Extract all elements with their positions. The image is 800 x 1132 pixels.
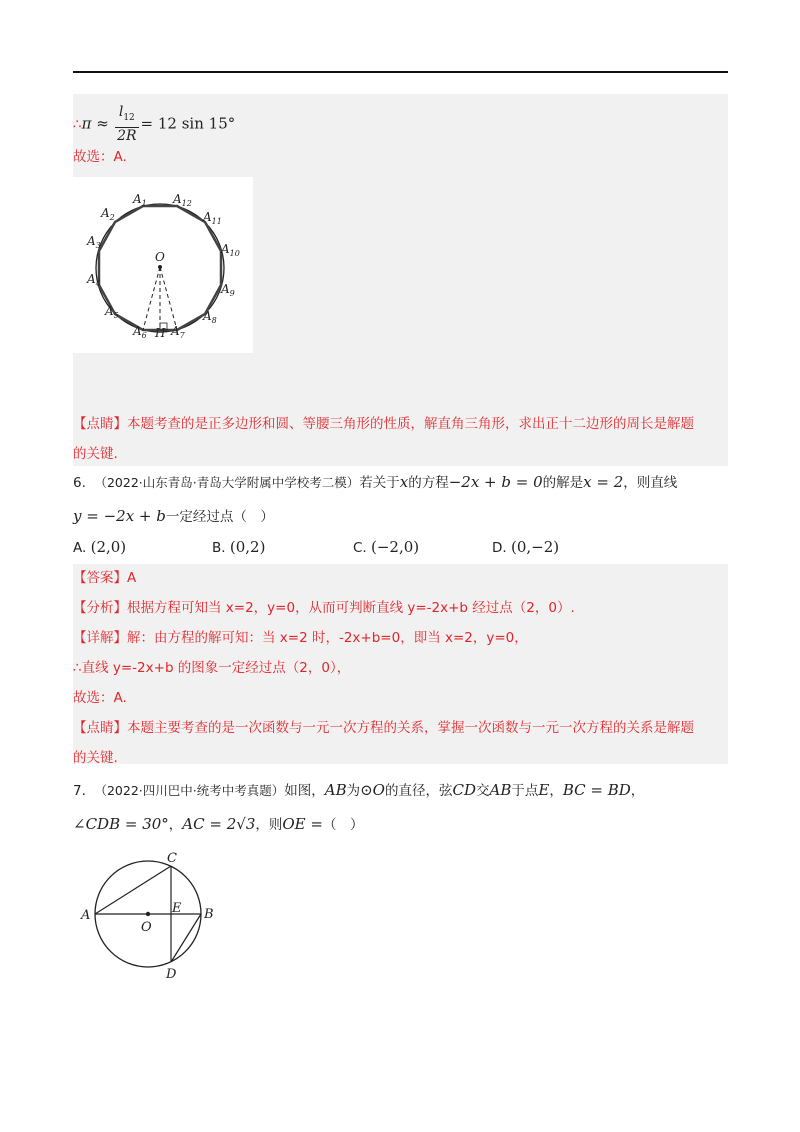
label-a6: $A_6$	[133, 324, 147, 340]
q6-option-d[interactable]: D. (0,−2)	[492, 538, 560, 556]
label-o: O	[141, 920, 152, 935]
q6-detail-2: ∴直线 y=-2x+b 的图象一定经过点（2，0），	[73, 660, 351, 676]
label-a8: $A_8$	[203, 309, 217, 325]
q6-answer: 【答案】A	[73, 570, 137, 586]
fraction: $\frac{l_{12}}{2R}$	[117, 104, 137, 144]
label-a: A	[81, 908, 91, 923]
label-a4: $A_4$	[87, 272, 101, 288]
circle-diagram	[73, 846, 233, 986]
label-e: E	[172, 901, 182, 916]
q7-stem-line-1: 7. （2022·四川巴中·统考中考真题）如图，AB为⊙O的直径，弦CD交AB于点E，BC = BD，	[73, 781, 645, 799]
therefore-symbol: ∴	[73, 116, 82, 133]
label-o: O	[155, 250, 165, 264]
label-a10: $A_{10}$	[221, 242, 240, 258]
label-a1: $A_1$	[133, 192, 147, 208]
q6-option-a[interactable]: A. (2,0)	[73, 538, 127, 556]
label-h: H	[155, 326, 166, 340]
formula-pi-approx: ∴π ≈ $\frac{l_{12}}{2R}$ = 12 sin 15°	[73, 104, 236, 144]
q6-analysis: 【分析】根据方程可知当 x=2，y=0，从而可判断直线 y=-2x+b 经过点（2，0）.	[73, 600, 575, 616]
q6-choice: 故选：A.	[73, 690, 127, 706]
remark-line-1: 【点睛】本题考查的是正多边形和圆、等腰三角形的性质，解直角三角形，求出正十二边形的周长是解题	[73, 416, 694, 432]
dodecagon-figure	[73, 177, 253, 353]
label-a3: $A_3$	[87, 234, 101, 250]
label-d: D	[166, 967, 177, 982]
label-a7: $A_7$	[171, 324, 185, 340]
label-a9: $A_9$	[221, 282, 235, 298]
q7-stem-line-2: ∠CDB = 30°，AC = 2√3，则OE =（ ）	[73, 815, 364, 833]
q6-option-c[interactable]: C. (−2,0)	[353, 538, 420, 556]
circle-figure	[73, 846, 233, 986]
q6-remark-2: 的关键.	[73, 750, 118, 766]
header-rule	[73, 71, 728, 73]
choice-line: 故选：A.	[73, 149, 127, 165]
label-b: B	[204, 907, 214, 922]
label-c: C	[167, 851, 177, 866]
label-a5: $A_5$	[105, 304, 119, 320]
label-a11: $A_{11}$	[203, 210, 222, 226]
q6-remark-1: 【点睛】本题主要考查的是一次函数与一元一次方程的关系，掌握一次函数与一元一次方程的关系是解题	[73, 720, 694, 736]
label-a2: $A_2$	[101, 206, 115, 222]
q6-stem-line-1: 6. （2022·山东青岛·青岛大学附属中学校考二模）若关于x的方程−2x + b = 0的解是x = 2，则直线	[73, 473, 678, 491]
q6-detail: 【详解】解：由方程的解可知：当 x=2 时，-2x+b=0，即当 x=2，y=0，	[73, 630, 528, 646]
q6-option-b[interactable]: B. (0,2)	[212, 538, 266, 556]
label-a12: $A_{12}$	[173, 192, 192, 208]
q6-stem-line-2: y = −2x + b一定经过点（ ）	[73, 507, 274, 525]
remark-line-2: 的关键.	[73, 446, 118, 462]
dodecagon-diagram	[73, 177, 253, 353]
